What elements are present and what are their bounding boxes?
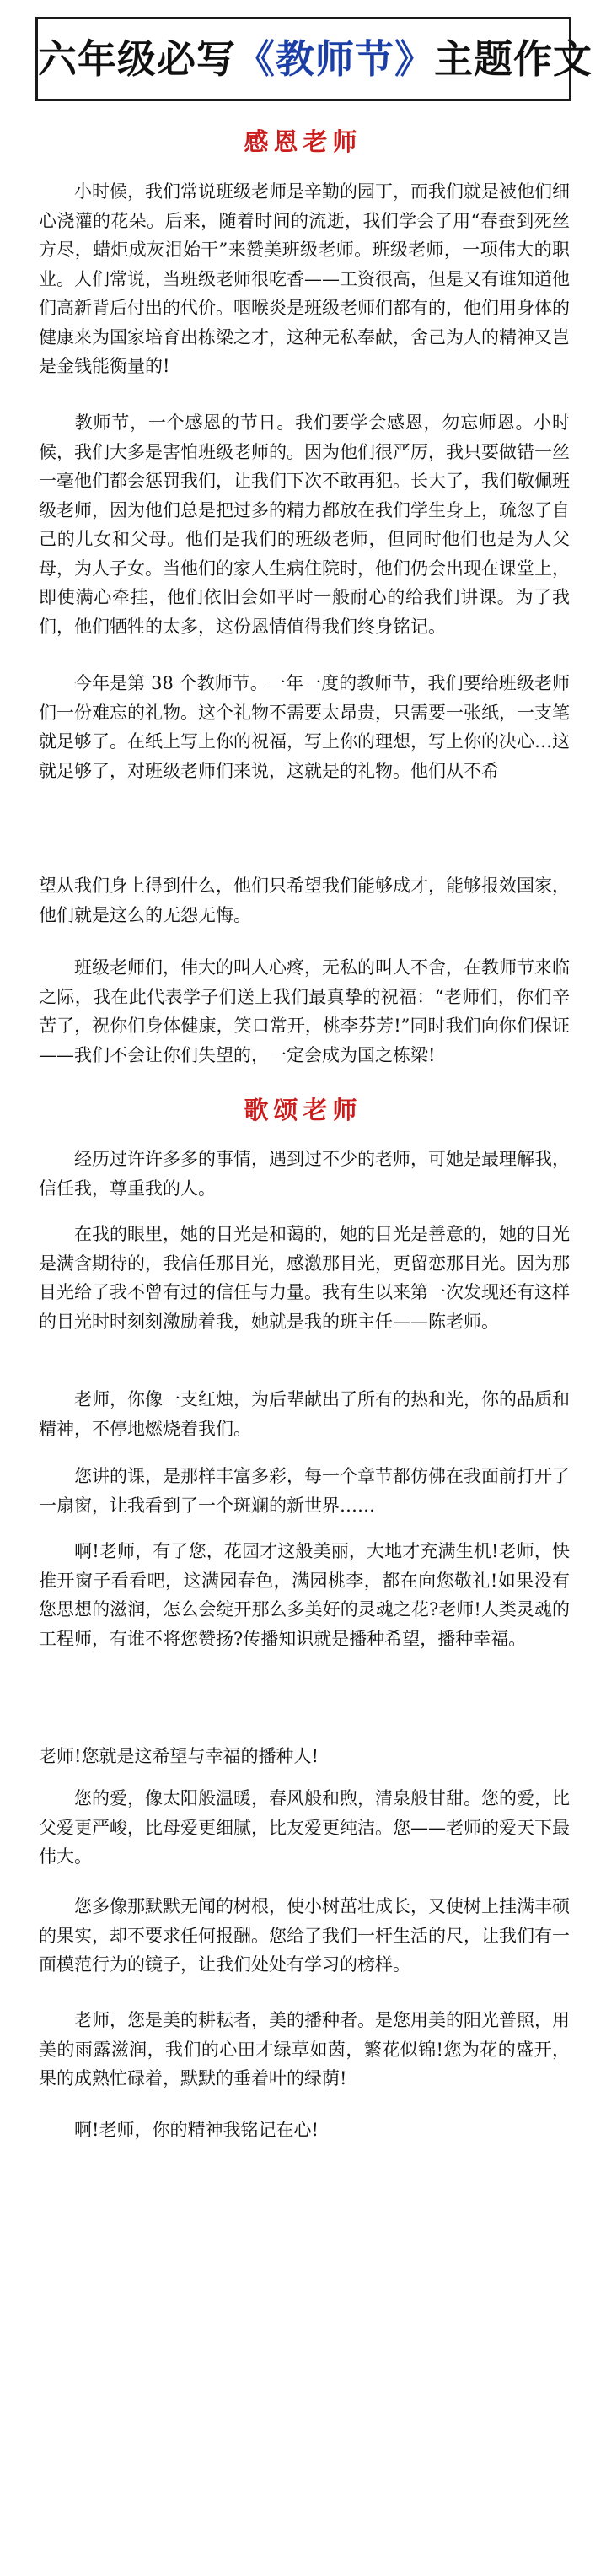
paragraph: 小时候，我们常说班级老师是辛勤的园丁，而我们就是被他们细心浇灌的花朵。后来，随着时间的流逝，我们学会了用“春蚕到死丝方尽，蜡炬成灰泪始干”来赞美班级老师。班级老师，一项伟大的职业。人们常说，当班级老师很吃香——工资很高，但是又有谁知道他们高新背后付出的代价。咽喉炎是班级老师们都有的，他们用身体的健康来为国家培育出栋梁之才，这种无私奉献，舍己为人的精神又岂是金钱能衡量的!: [39, 181, 570, 376]
paragraph: 经历过许许多多的事情，遇到过不少的老师，可她是最理解我，信任我，尊重我的人。: [39, 1149, 570, 1199]
paragraph: 老师，你像一支红烛，为后辈献出了所有的热和光，你的品质和精神，不停地燃烧着我们。: [39, 1389, 570, 1439]
paragraph: 您的爱，像太阳般温暖，春风般和煦，清泉般甘甜。您的爱，比父爱更严峻，比母爱更细腻，比友爱更纯洁。您——老师的爱天下最伟大。: [39, 1788, 570, 1867]
paragraph: 望从我们身上得到什么，他们只希望我们能够成才，能够报效国家，他们就是这么的无怨无悔。: [39, 876, 570, 925]
paragraph: 啊!老师，你的精神我铭记在心!: [74, 2120, 319, 2140]
paragraph: 今年是第 38 个教师节。一年一度的教师节，我们要给班级老师们一份难忘的礼物。这个礼物不需要太昂贵，只需要一张纸，一支笔就足够了。在纸上写上你的祝福，写上你的理想，写上你的决心…这就足够了，对班级老师们来说，这就是的礼物。他们从不希: [39, 673, 570, 781]
paragraph: 您多像那默默无闻的树根，使小树茁壮成长，又使树上挂满丰硕的果实，却不要求任何报酬。您给了我们一杆生活的尺，让我们有一面模范行为的镜子，让我们处处有学习的榜样。: [39, 1896, 570, 1975]
paragraph: 教师节，一个感恩的节日。我们要学会感恩，勿忘师恩。小时候，我们大多是害怕班级老师的。因为他们很严厉，我只要做错一丝一毫他们都会惩罚我们，让我们下次不敢再犯。长大了，我们敬佩班级老师，因为他们总是把过多的精力都放在我们学生身上，疏忽了自己的儿女和父母。他们是我们的班级老师，但同时他们也是为人父母，为人子女。当他们的家人生病住院时，他们仍会出现在课堂上，即使满心牵挂，他们依旧会如平时一般耐心的给我们讲课。为了我们，他们牺牲的太多，这份恩情值得我们终身铭记。: [39, 412, 570, 637]
paragraph: 老师!您就是这希望与幸福的播种人!: [39, 1746, 319, 1766]
title-highlight: 教师节: [276, 36, 394, 82]
paragraph: 老师，您是美的耕耘者，美的播种者。是您用美的阳光普照，用美的雨露滋润，我们的心田才绿草如茵，繁花似锦!您为花的盛开，果的成熟忙碌着，默默的垂着叶的绿荫!: [39, 2010, 570, 2088]
paragraph: 在我的眼里，她的目光是和蔼的，她的目光是善意的，她的目光是满含期待的，我信任那目光，感激那目光，更留恋那目光。因为那目光给了我不曾有过的信任与力量。我有生以来第一次发现还有这样的目光时时刻刻激励着我，她就是我的班主任——陈老师。: [39, 1224, 570, 1332]
page-title: [35, 17, 593, 101]
title-prefix: 六年级必写: [38, 36, 236, 82]
paragraph: 啊!老师，有了您，花园才这般美丽，大地才充满生机!老师，快推开窗子看看吧，这满园春色，满园桃李，都在向您敬礼!如果没有您思想的滋润，怎么会绽开那么多美好的灵魂之花?老师!人类灵魂的工程师，有谁不将您赞扬?传播知识就是播种希望，播种幸福。: [39, 1541, 570, 1649]
section-heading-praise: 歌颂老师: [244, 1096, 362, 1124]
title-close-quote: 》: [394, 36, 434, 82]
section-heading-gratitude: 感恩老师: [244, 127, 362, 156]
title-open-quote: 《: [236, 36, 276, 82]
paragraph: 班级老师们，伟大的叫人心疼，无私的叫人不舍，在教师节来临之际，我在此代表学子们送上我们最真挚的祝福：“老师们，你们辛苦了，祝你们身体健康，笑口常开，桃李芬芳!”同时我们向你们保证——我们不会让你们失望的，一定会成为国之栋梁!: [39, 957, 570, 1065]
title-suffix: 主题作文: [434, 36, 593, 82]
paragraph: 您讲的课，是那样丰富多彩，每一个章节都仿佛在我面前打开了一扇窗，让我看到了一个斑斓的新世界……: [39, 1466, 570, 1516]
